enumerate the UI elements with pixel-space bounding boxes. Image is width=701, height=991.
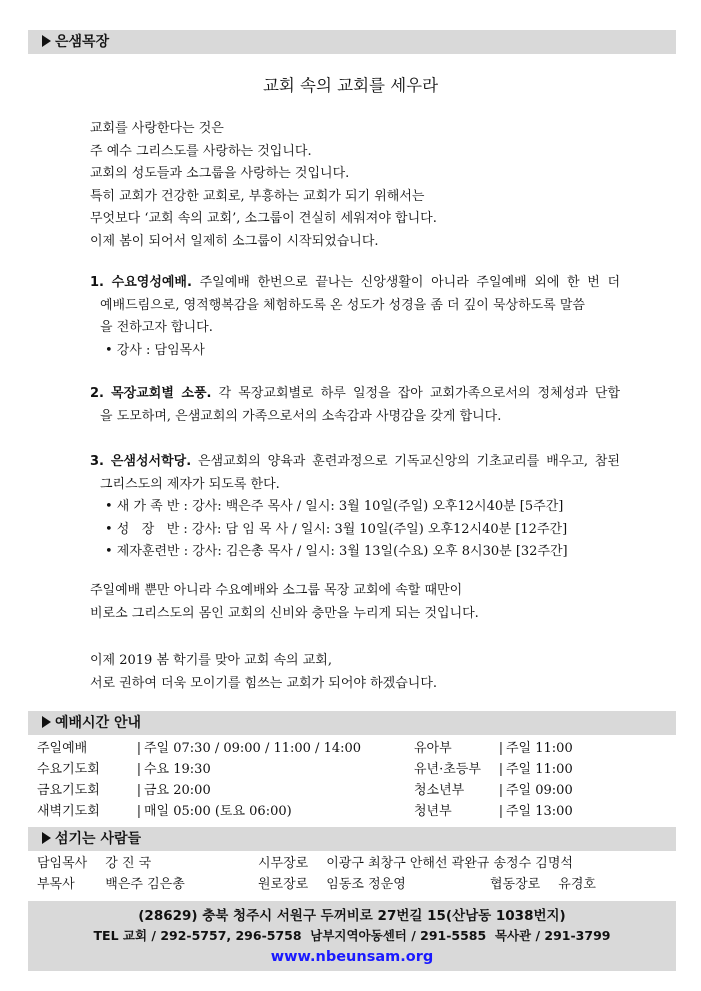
item-bullet: • 제자훈련반 : 강사: 김은총 목사 / 일시: 3월 13일(수요) 오후 8시30분 [32주간] [105,544,568,559]
service-time: 매일 05:00 (토요 06:00) [144,804,292,819]
service-time: 수요 19:30 [144,762,211,777]
triangle-right-icon [42,35,51,47]
item-number: 1. [90,275,104,290]
service-time: 주일 09:00 [506,783,573,798]
staff-names: 이광구 최창구 안해선 곽완규 송정수 김명석 [326,856,573,871]
service-name: 수요기도회 [37,762,100,777]
staff-emeritus [258,874,406,895]
closing-paragraph [90,580,620,625]
item-bullet: • 성 장 반 : 강사: 담 임 목 사 / 일시: 3월 10일(주일) 오후12시40분 [12주간] [105,521,568,537]
service-time: 주일 13:00 [506,804,573,819]
service-name: 청소년부 [414,783,465,798]
item-heading: 목장교회별 소풍. [111,386,212,401]
item-number: 3. [90,454,104,469]
staff-header-label: 섬기는 사람들 [55,831,142,847]
item-text: 주일예배 한번으로 끝나는 신앙생활이 아니라 주일예배 외에 한 번 더 [199,275,620,290]
item-text: 각 목장교회별로 하루 일정을 잡아 교회가족으로서의 정체성과 단합 [218,386,621,401]
closing-paragraph [90,650,620,695]
program-item-2 [90,383,620,428]
item-text: 예배드림으로, 영적행복감을 체험하도록 온 성도가 성경을 좀 더 깊이 묵상하도록 말씀 [100,297,585,313]
staff-header [28,827,676,851]
closing-line: 서로 권하여 더욱 모이기를 힘쓰는 교회가 되어야 하겠습니다. [90,675,438,691]
triangle-right-icon [42,832,51,844]
page-title: 교회 속의 교회를 세우라 [262,76,439,95]
item-bullet: • 새 가 족 반 : 강사: 백은주 목사 / 일시: 3월 10일(주일) 오후12시40분 [5주간] [105,499,564,514]
program-item-3 [90,451,620,564]
intro-line: 교회를 사랑한다는 것은 [90,121,224,136]
staff-pastor [37,853,151,874]
service-time: 금요 20:00 [144,783,211,798]
item-heading: 은샘성서학당. [110,454,192,469]
intro-paragraph [90,118,620,253]
worship-header-label: 예배시간 안내 [55,715,142,731]
staff-names: 백은주 김은총 [105,877,185,892]
separator: | [498,804,504,819]
separator: | [498,741,504,756]
item-text: 을 도모하며, 은샘교회의 가족으로서의 소속감과 사명감을 갖게 합니다. [100,408,502,424]
item-text: 을 전하고자 합니다. [100,320,213,335]
church-address: (28629) 충북 청주시 서원구 두꺼비로 27번길 15(산남동 1038번지) [138,908,566,924]
worship-header [28,711,676,735]
service-time: 주일 11:00 [506,762,573,777]
separator: | [136,741,142,756]
separator: | [136,762,142,777]
closing-line: 주일예배 뿐만 아니라 수요예배와 소그룹 목장 교회에 속할 때만이 [90,583,463,598]
service-name: 새벽기도회 [37,804,100,819]
staff-names: 강 진 국 [105,856,152,871]
staff-names: 유경호 [558,877,596,892]
triangle-right-icon [42,716,51,728]
section-header [28,30,676,54]
staff-role: 원로장로 [258,877,309,892]
intro-line: 주 예수 그리스도를 사랑하는 것입니다. [90,143,312,159]
closing-line: 비로소 그리스도의 몸인 교회의 신비와 충만을 누리게 되는 것입니다. [90,605,479,621]
staff-coop [490,874,596,895]
church-phones: TEL 교회 / 292-5757, 296-5758 남부지역아동센터 / 291-5585 목사관 / 291-3799 [93,928,611,943]
service-time: 주일 07:30 / 09:00 / 11:00 / 14:00 [144,741,362,756]
section-header-label: 은샘목장 [55,34,110,50]
item-number: 2. [90,386,104,401]
separator: | [136,783,142,798]
item-text: 그리스도의 제자가 되도록 한다. [100,476,280,492]
service-name: 청년부 [414,804,452,819]
service-time: 주일 11:00 [506,741,573,756]
service-name: 주일예배 [37,741,88,756]
staff-role: 협동장로 [490,877,541,892]
separator: | [498,783,504,798]
service-name: 유아부 [414,741,452,756]
intro-line: 이제 봄이 되어서 일제히 소그룹이 시작되었습니다. [90,233,379,249]
staff-stewards [258,853,573,874]
separator: | [498,762,504,777]
closing-line: 이제 2019 봄 학기를 맞아 교회 속의 교회, [90,653,332,668]
intro-line: 특히 교회가 건강한 교회로, 부흥하는 교회가 되기 위해서는 [90,188,425,204]
church-website-link[interactable]: www.nbeunsam.org [270,949,434,965]
item-text: 은샘교회의 양육과 훈련과정으로 기독교신앙의 기초교리를 배우고, 참된 [198,454,620,469]
item-bullet: • 강사 : 담임목사 [105,342,205,358]
staff-assoc [37,874,185,895]
intro-line: 교회의 성도들과 소그룹을 사랑하는 것입니다. [90,166,350,181]
staff-role: 시무장로 [258,856,309,871]
contact-footer [28,901,676,971]
worship-schedule-left [37,738,361,822]
worship-schedule-right [414,738,573,822]
service-name: 금요기도회 [37,783,100,798]
staff-role: 담임목사 [37,856,88,871]
staff-names: 임동조 정운영 [326,877,406,892]
separator: | [136,804,142,819]
staff-role: 부목사 [37,877,75,892]
intro-line: 무엇보다 ‘교회 속의 교회’, 소그룹이 견실히 세워져야 합니다. [90,211,437,226]
item-heading: 수요영성예배. [111,275,192,290]
service-name: 유년·초등부 [414,762,481,777]
program-item-1 [90,272,620,362]
